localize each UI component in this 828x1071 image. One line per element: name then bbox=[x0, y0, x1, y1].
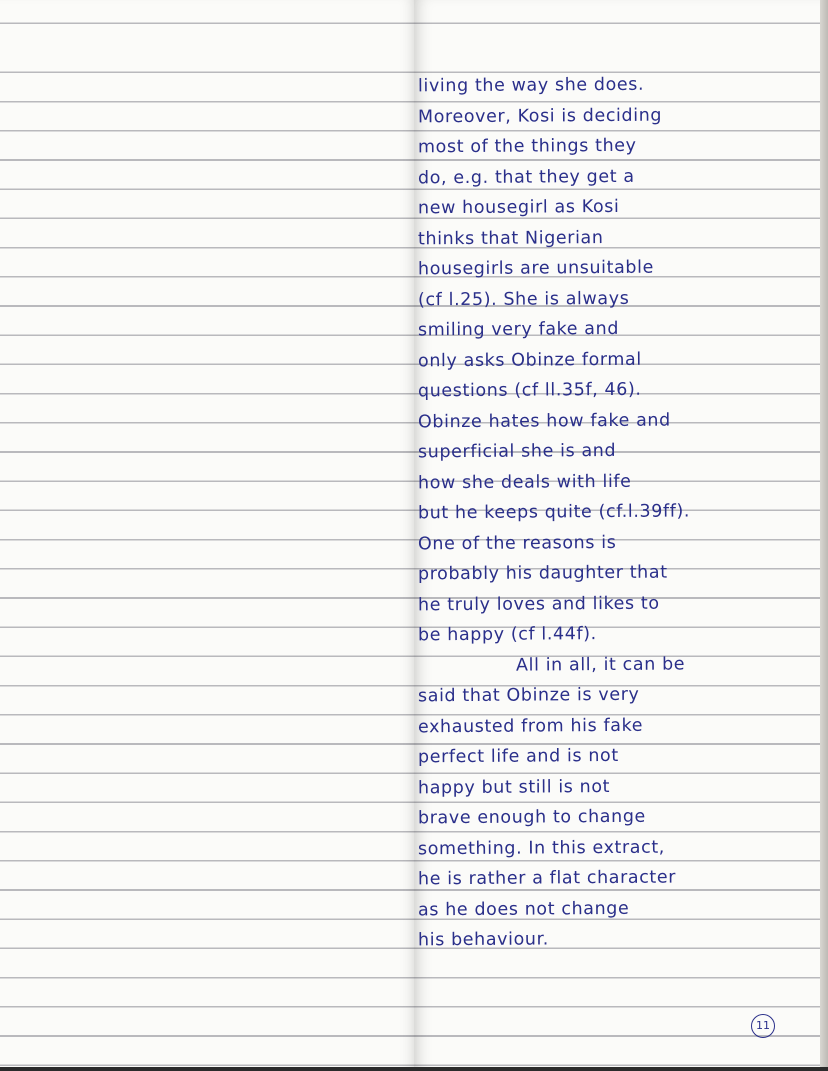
text-line: happy but still is not bbox=[417, 776, 611, 798]
text-line: be happy (cf l.44f). bbox=[417, 624, 597, 646]
text-line: superficial she is and bbox=[417, 440, 617, 463]
page-edge bbox=[820, 0, 828, 1071]
text-line: said that Obinze is very bbox=[417, 684, 640, 707]
text-line: All in all, it can be bbox=[515, 653, 686, 676]
text-line: brave enough to change bbox=[417, 806, 646, 829]
text-line: thinks that Nigerian bbox=[417, 227, 604, 249]
text-line: Obinze hates how fake and bbox=[417, 410, 671, 432]
text-line: perfect life and is not bbox=[417, 745, 619, 768]
handwritten-text bbox=[418, 70, 798, 955]
text-line: how she deals with life bbox=[417, 471, 632, 493]
text-line: he is rather a flat character bbox=[417, 867, 677, 890]
text-line: as he does not change bbox=[417, 898, 630, 920]
text-line: most of the things they bbox=[417, 135, 637, 158]
text-line: his behaviour. bbox=[417, 929, 549, 951]
text-line: (cf l.25). She is always bbox=[417, 288, 630, 310]
text-line: housegirls are unsuitable bbox=[417, 257, 654, 280]
bottom-edge bbox=[0, 1067, 828, 1071]
text-line: smiling very fake and bbox=[417, 318, 620, 341]
text-line: he truly loves and likes to bbox=[417, 593, 660, 615]
text-line: living the way she does. bbox=[417, 74, 645, 97]
text-line: new housegirl as Kosi bbox=[417, 196, 620, 219]
text-line: One of the reasons is bbox=[417, 532, 617, 554]
text-line: questions (cf ll.35f, 46). bbox=[417, 379, 642, 402]
text-line: only asks Obinze formal bbox=[417, 349, 642, 371]
text-line: exhausted from his fake bbox=[417, 715, 644, 737]
text-line: but he keeps quite (cf.l.39ff). bbox=[417, 501, 691, 524]
text-line: Moreover, Kosi is deciding bbox=[417, 105, 663, 127]
text-line: do, e.g. that they get a bbox=[417, 166, 635, 188]
text-line: probably his daughter that bbox=[417, 562, 668, 585]
text-line: something. In this extract, bbox=[417, 837, 666, 859]
page-number-badge: 11 bbox=[751, 1014, 775, 1038]
